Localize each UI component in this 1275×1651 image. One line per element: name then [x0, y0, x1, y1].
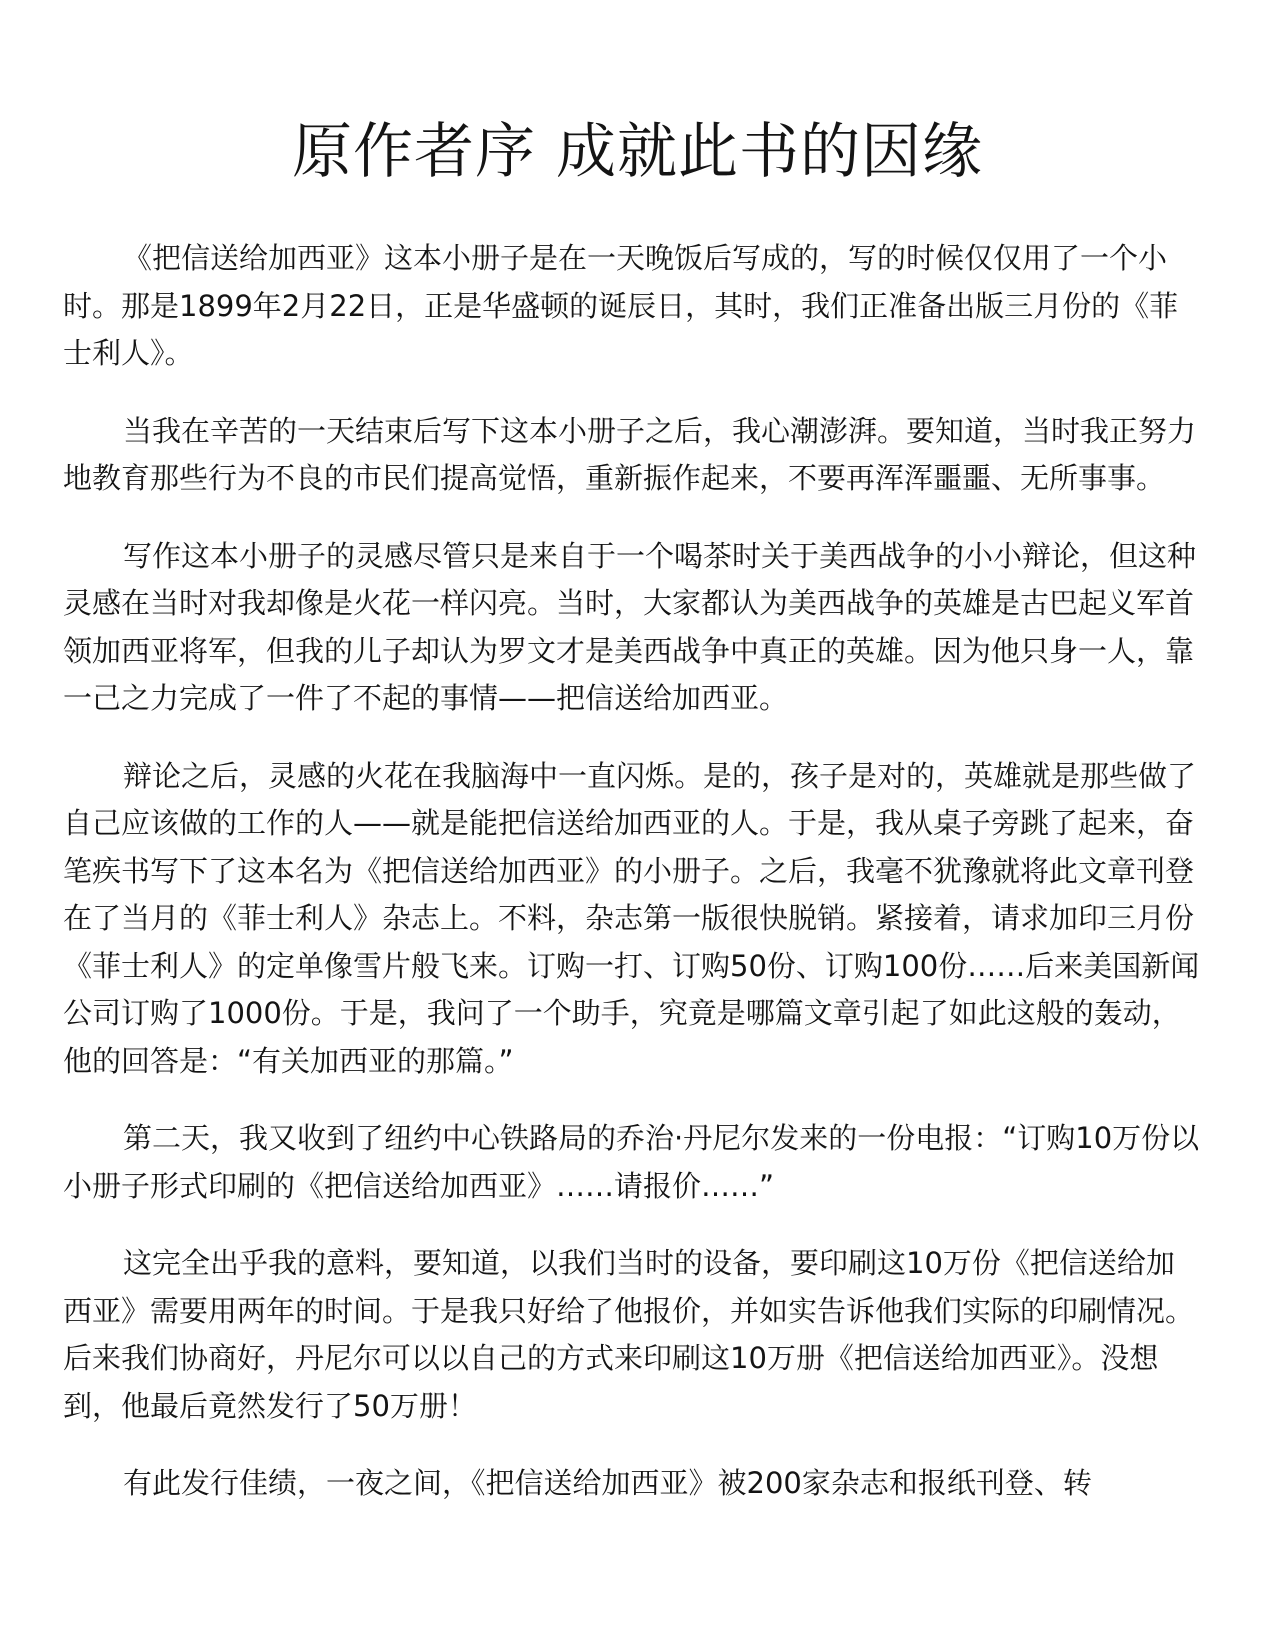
paragraph-7: 有此发行佳绩，一夜之间，《把信送给加西亚》被200家杂志和报纸刊登、转	[123, 1466, 1092, 1500]
paragraph-3: 写作这本小册子的灵感尽管只是来自于一个喝茶时关于美西战争的小小辩论，但这种灵感在当时对我却像是火花一样闪亮。当时，大家都认为美西战争的英雄是古巴起义军首领加西亚将军，但我的儿子却认为罗文才是美西战争中真正的英雄。因为他只身一人，靠一己之力完成了一件了不起的事情——把信送给加西亚。	[63, 538, 1197, 715]
page-title: 原作者序 成就此书的因缘	[291, 117, 984, 187]
paragraph-2: 当我在辛苦的一天结束后写下这本小册子之后，我心潮澎湃。要知道，当时我正努力地教育那些行为不良的市民们提高觉悟，重新振作起来，不要再浑浑噩噩、无所事事。	[63, 413, 1197, 495]
paragraph-5: 第二天，我又收到了纽约中心铁路局的乔治·丹尼尔发来的一份电报：“订购10万份以小册子形式印刷的《把信送给加西亚》……请报价……”	[63, 1121, 1200, 1203]
body-text	[63, 235, 1203, 1538]
paragraph-1: 《把信送给加西亚》这本小册子是在一天晚饭后写成的，写的时候仅仅用了一个小时。那是1899年2月22日，正是华盛顿的诞辰日，其时，我们正准备出版三月份的《菲士利人》。	[63, 241, 1179, 370]
paragraph-6: 这完全出乎我的意料，要知道，以我们当时的设备，要印刷这10万份《把信送给加西亚》需要用两年的时间。于是我只好给了他报价，并如实告诉他我们实际的印刷情况。后来我们协商好，丹尼尔可以以自己的方式来印刷这10万册《把信送给加西亚》。没想到，他最后竟然发行了50万册！	[63, 1246, 1195, 1423]
paragraph-4: 辩论之后，灵感的火花在我脑海中一直闪烁。是的，孩子是对的，英雄就是那些做了自己应该做的工作的人——就是能把信送给加西亚的人。于是，我从桌子旁跳了起来，奋笔疾书写下了这本名为《把信送给加西亚》的小册子。之后，我毫不犹豫就将此文章刊登在了当月的《菲士利人》杂志上。不料，杂志第一版很快脱销。紧接着，请求加印三月份《菲士利人》的定单像雪片般飞来。订购一打、订购50份、订购100份……后来美国新闻公司订购了1000份。于是，我问了一个助手，究竟是哪篇文章引起了如此这般的轰动，他的回答是：“有关加西亚的那篇。”	[63, 758, 1200, 1078]
